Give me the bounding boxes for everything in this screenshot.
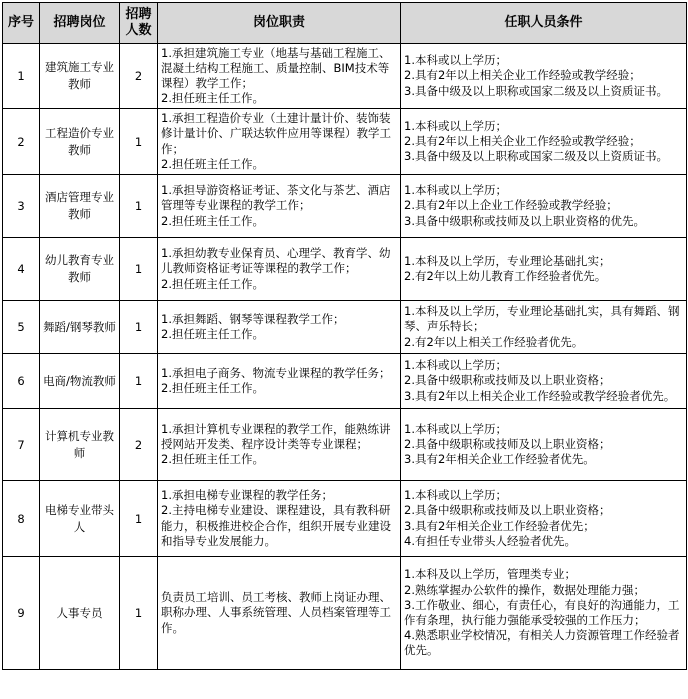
post-name: 酒店管理专业教师 (40, 175, 120, 238)
requirement-cell (401, 238, 687, 301)
requirement-line: 4.熟悉职业学校情况，有相关人力资源管理工作经验者优先。 (404, 628, 680, 658)
table-row (3, 481, 687, 557)
duty-line: 2.主持电梯专业建设、课程建设，具有教科研能力，积极推进校企合作，组织开展专业建设和指导专业发展能力。 (161, 503, 391, 548)
duty-cell (158, 557, 401, 670)
requirement-line: 2.熟练掌握办公软件的操作，数据处理能力强； (404, 582, 645, 597)
requirement-line: 1.本科或以上学历； (404, 183, 507, 198)
requirement-line: 2.具有2年以上企业工作经验或教学经验； (404, 198, 618, 213)
duty-line: 1.承担幼教专业保育员、心理学、教育学、幼儿教师资格证考证等课程的教学工作； (161, 246, 391, 276)
headcount: 1 (120, 109, 158, 175)
requirement-cell (401, 175, 687, 238)
requirement-line: 3.具备中级及以上职称或国家二级及以上资质证书。 (404, 83, 668, 98)
table-row (3, 409, 687, 481)
table-row (3, 175, 687, 238)
headcount: 1 (120, 354, 158, 409)
duty-line: 2.担任班主任工作。 (161, 276, 264, 291)
headcount: 2 (120, 409, 158, 481)
requirement-line: 3.工作敬业、细心，有责任心，有良好的沟通能力，工作有条理，执行能力强能承受较强的工作压力； (404, 597, 680, 627)
duty-cell (158, 175, 401, 238)
requirement-line: 3.具有2年相关企业工作经验者优先。 (404, 452, 595, 467)
post-name: 电商/物流教师 (40, 354, 120, 409)
headcount: 1 (120, 481, 158, 557)
requirement-line: 3.具备中级职称或技师及以上职业资格的优先。 (404, 213, 645, 228)
table-row (3, 301, 687, 354)
duty-line: 1.承担舞蹈、钢琴等课程教学工作； (161, 311, 345, 326)
row-number: 1 (3, 44, 40, 109)
requirement-line: 3.具备中级及以上职称或国家二级及以上资质证书。 (404, 149, 668, 164)
header-no: 序号 (3, 3, 40, 44)
requirement-cell (401, 109, 687, 175)
requirement-line: 1.本科或以上学历； (404, 53, 507, 68)
duty-line: 1.承担电梯专业课程的教学任务； (161, 488, 333, 503)
headcount: 1 (120, 301, 158, 354)
duty-cell (158, 238, 401, 301)
header-requirement: 任职人员条件 (401, 3, 687, 44)
duty-line: 2.担任班主任工作。 (161, 452, 264, 467)
header-row (3, 3, 687, 44)
table-row (3, 557, 687, 670)
post-name: 幼儿教育专业教师 (40, 238, 120, 301)
requirement-line: 1.本科或以上学历； (404, 358, 507, 373)
post-name: 工程造价专业教师 (40, 109, 120, 175)
duty-line: 2.担任班主任工作。 (161, 381, 264, 395)
row-number: 5 (3, 301, 40, 354)
row-number: 3 (3, 175, 40, 238)
duty-cell (158, 44, 401, 109)
headcount: 1 (120, 238, 158, 301)
requirement-cell (401, 44, 687, 109)
requirement-line: 2.具备中级职称或技师及以上职业资格； (404, 373, 611, 388)
row-number: 6 (3, 354, 40, 409)
duty-line: 负责员工培训、员工考核、教师上岗证办理、职称办理、人事系统管理、人员档案管理等工作。 (161, 590, 391, 635)
requirement-line: 1.本科或以上学历； (404, 488, 507, 503)
requirement-line: 2.具备中级职称或技师及以上职业资格； (404, 503, 611, 518)
post-name: 计算机专业教师 (40, 409, 120, 481)
post-name: 电梯专业带头人 (40, 481, 120, 557)
headcount: 1 (120, 175, 158, 238)
requirement-line: 2.具有2年以上相关企业工作经验或教学经验； (404, 133, 641, 148)
header-duty: 岗位职责 (158, 3, 401, 44)
headcount: 1 (120, 557, 158, 670)
header-post: 招聘岗位 (40, 3, 120, 44)
duty-cell (158, 409, 401, 481)
requirement-cell (401, 481, 687, 557)
duty-line: 1.承担电子商务、物流专业课程的教学任务； (161, 365, 391, 380)
requirement-line: 2.具备中级职称或技师及以上职业资格； (404, 436, 611, 451)
duty-line: 2.担任班主任工作。 (161, 91, 264, 106)
requirement-cell (401, 354, 687, 409)
row-number: 7 (3, 409, 40, 481)
duty-line: 1.承担工程造价专业（土建计量计价、装饰装修计量计价、广联达软件应用等课程）教学工作； (161, 111, 391, 156)
requirement-line: 4.有担任专业带头人经验者优先。 (404, 533, 576, 548)
duty-line: 1.承担导游资格证考证、茶文化与茶艺、酒店管理等专业课程的教学工作； (161, 183, 391, 213)
requirement-cell (401, 301, 687, 354)
recruitment-table (2, 2, 687, 670)
duty-line: 2.担任班主任工作。 (161, 327, 264, 341)
requirement-line: 1.本科及以上学历，专业理论基础扎实； (404, 253, 611, 268)
requirement-line: 3.具有2年相关企业工作经验者优先； (404, 518, 595, 533)
duty-line: 2.担任班主任工作。 (161, 156, 264, 171)
duty-cell (158, 301, 401, 354)
requirement-line: 1.本科及以上学历，专业理论基础扎实，具有舞蹈、钢琴、声乐特长； (404, 304, 680, 334)
duty-cell (158, 354, 401, 409)
requirement-line: 2.具有2年以上相关企业工作经验或教学经验； (404, 68, 641, 83)
row-number: 9 (3, 557, 40, 670)
requirement-cell (401, 557, 687, 670)
duty-cell (158, 481, 401, 557)
post-name: 建筑施工专业教师 (40, 44, 120, 109)
duty-cell (158, 109, 401, 175)
table-row (3, 354, 687, 409)
table-row (3, 44, 687, 109)
duty-line: 2.担任班主任工作。 (161, 213, 264, 228)
table-row (3, 238, 687, 301)
requirement-line: 1.本科及以上学历，管理类专业； (404, 567, 576, 582)
requirement-line: 3.具有2年以上相关企业工作经验或教学经验者优先。 (404, 388, 676, 403)
row-number: 4 (3, 238, 40, 301)
requirement-line: 2.有2年以上幼儿教育工作经验者优先。 (404, 269, 607, 283)
header-count: 招聘人数 (120, 3, 158, 44)
requirement-line: 2.有2年以上相关工作经验者优先。 (404, 334, 584, 349)
post-name: 人事专员 (40, 557, 120, 670)
duty-line: 1.承担建筑施工专业（地基与基础工程施工、混凝土结构工程施工、质量控制、BIM技术等课程）教学工作； (161, 45, 391, 90)
headcount: 2 (120, 44, 158, 109)
requirement-line: 1.本科或以上学历； (404, 421, 507, 436)
requirement-cell (401, 409, 687, 481)
table-body (3, 44, 687, 670)
post-name: 舞蹈/钢琴教师 (40, 301, 120, 354)
duty-line: 1.承担计算机专业课程的教学工作，能熟练讲授网站开发类、程序设计类等专业课程； (161, 421, 391, 451)
requirement-line: 1.本科或以上学历； (404, 118, 507, 133)
row-number: 2 (3, 109, 40, 175)
row-number: 8 (3, 481, 40, 557)
table-row (3, 109, 687, 175)
